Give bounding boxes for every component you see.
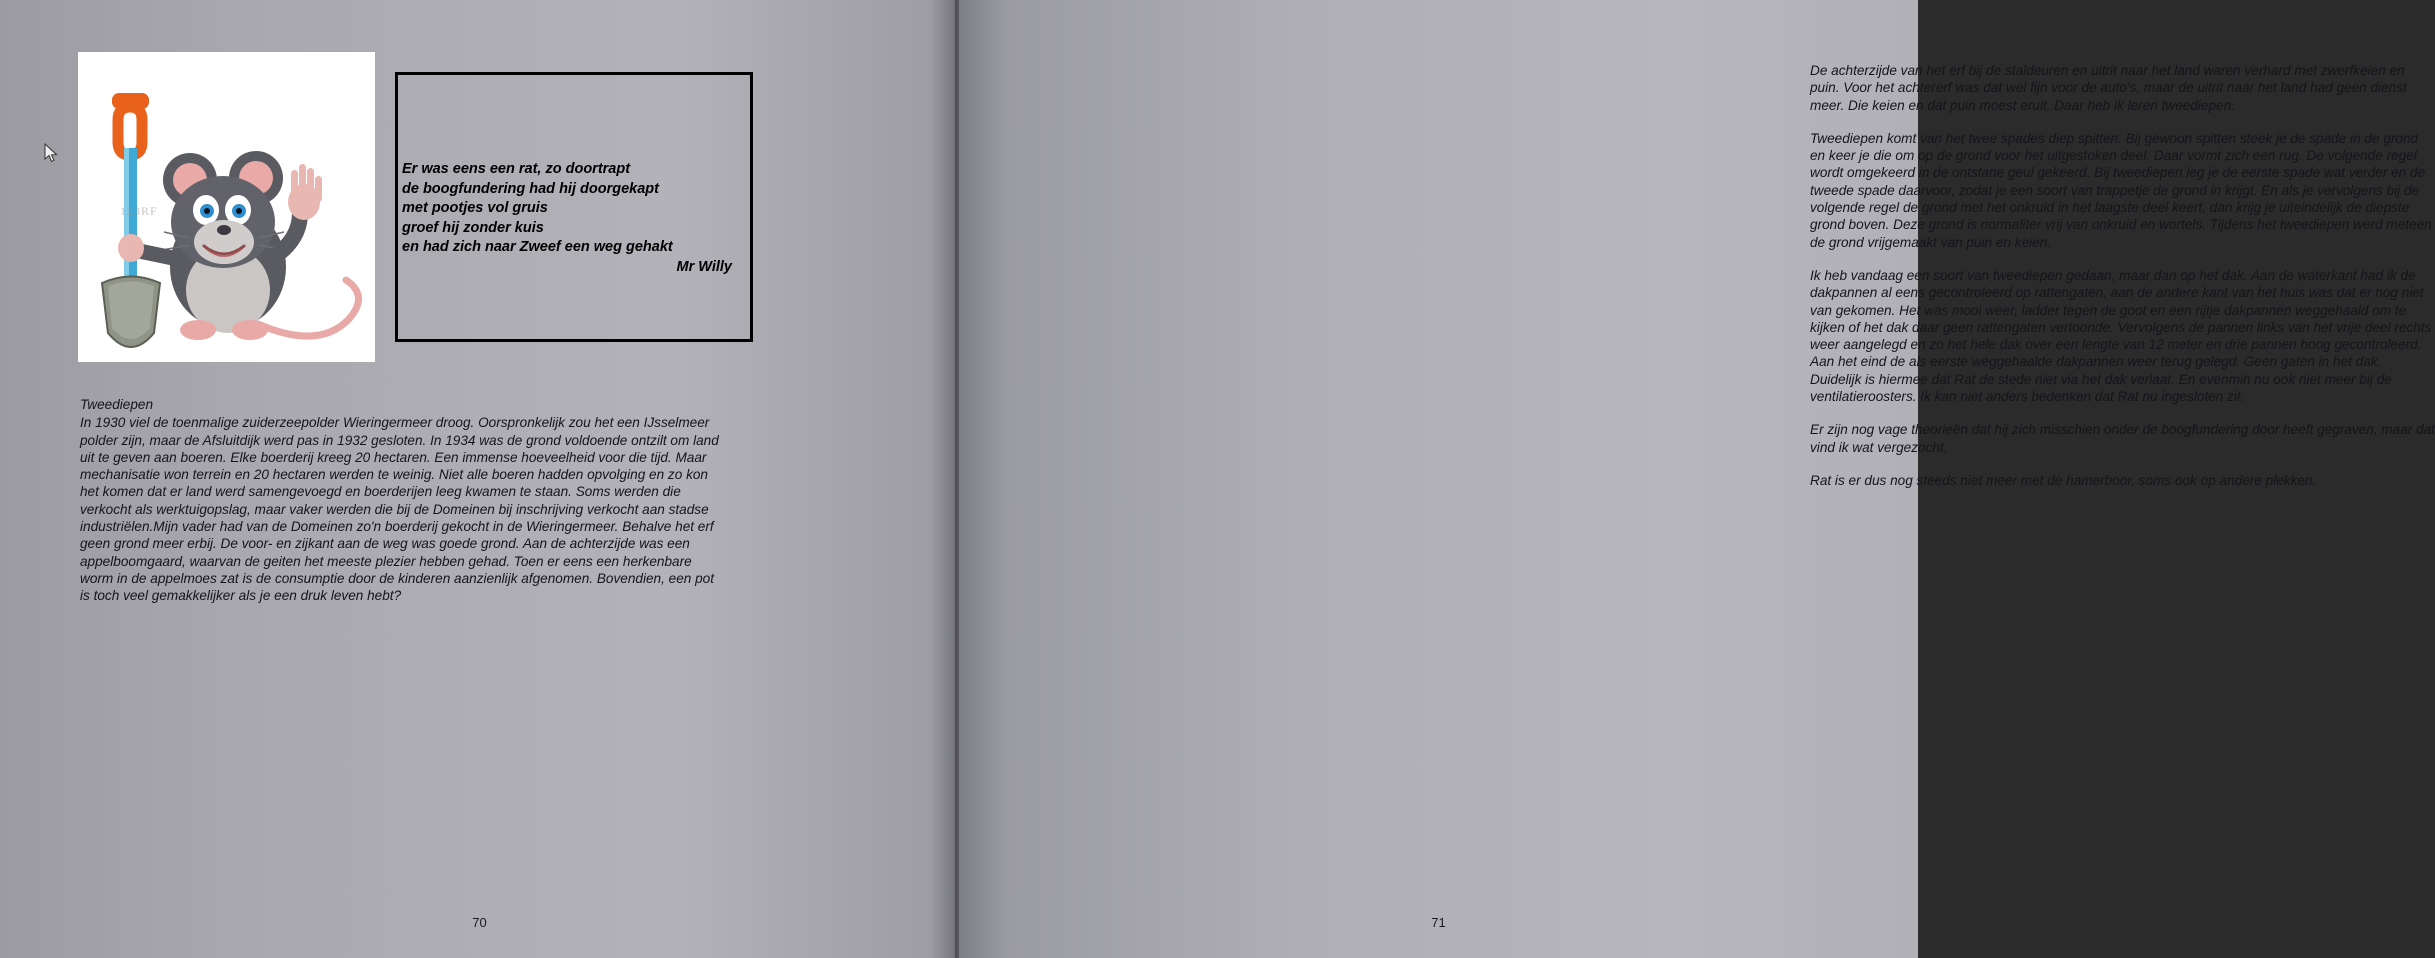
paragraph: De achterzijde van het erf bij de staldeuren en uitrit naar het land waren verhard met zwerfkeien en puin. Voor het achtererf was dat wel fijn voor de auto's, maar de uitrit naar het land had geen dienst meer. Die keien en dat puin moest eruit. Daar heb ik leren tweediepen. — [1810, 63, 2407, 113]
image-watermark: 123RF — [120, 204, 158, 218]
paragraph: Tweediepen komt van het twee spades diep spitten. Bij gewoon spitten steek je de spade in de grond en keer je die om op de grond voor het uitgestoken deel. Daar vormt zich een rug. De volgende regel wordt omgekeerd in de ontstane geul gekeerd. Bij tweediepen leg je de eerste spade wat verder en de tweede spade daarvoor, zodat je een soort van trappetje de grond in krijgt. En als je vervolgens bij de volgende regel de grond met het onkruid in het laagste deel keert, dan krijg je uiteindelijk de diepste grond boven. Deze grond is normaliter vrij van onkruid en wortels. Tijdens het tweediepen werd meteen de grond vrijgemaakt van puin en keien. — [1810, 130, 2432, 250]
poem-line: de boogfundering had hij doorgekapt — [402, 180, 659, 197]
poem-box — [395, 72, 753, 342]
right-page-body — [1810, 62, 2435, 489]
page-number-left: 70 — [472, 915, 487, 930]
paragraph: Er zijn nog vage theorieën dat hij zich misschien onder de boogfundering door heeft gegraven, maar dat vind ik wat vergezocht. — [1810, 422, 2435, 455]
page-number-right: 71 — [1431, 915, 1446, 930]
paragraph: Ik heb vandaag een soort van tweediepen gedaan, maar dan op het dak. Aan de waterkant had ik de dakpannen al eens gecontroleerd op rattengaten, aan de andere kant van het huis was dat er nog niet van gekomen. Het was mooi weer, ladder tegen de goot en een rijtje dakpannen weggehaald om te kijken of het dak daar geen rattengaten vertoonde. Vervolgens de pannen links van het vrije deel rechts weer aangelegd en zo het hele dak over een lengte van 12 meter en drie pannen hoog gecontroleerd. Aan het eind de als eerste weggehaalde dakpannen weer terug gelegd. Geen gaten in het dak. Duidelijk is hiermee dat Rat de stede niet via het dak verlaat. En evenmin nu ook niet meer bij de ventilatieroosters. Ik kan niet anders bedenken dat Rat nu ingesloten zit. — [1810, 267, 2432, 405]
paragraph: Rat is er dus nog steeds niet meer met de hamerboor, soms ook op andere plekken. — [1810, 472, 2317, 488]
poem-line: en had zich naar Zweef een weg gehakt — [402, 239, 673, 255]
mouse-cursor-icon — [45, 144, 59, 164]
poem-author: Mr Willy — [676, 258, 732, 275]
section-heading: Tweediepen — [80, 397, 154, 412]
poem-text — [398, 160, 750, 277]
page-right — [959, 0, 2435, 958]
rat-illustration — [78, 52, 375, 362]
poem-line: Er was eens een rat, zo doortrapt — [402, 161, 631, 177]
left-page-body — [80, 396, 720, 605]
paragraph: In 1930 viel de toenmalige zuiderzeepolder Wieringermeer droog. Oorspronkelijk zou het een IJsselmeer polder zijn, maar de Afsluitdijk werd pas in 1932 gesloten. In 1934 was de grond voldoende ontzilt om land uit te geven aan boeren. Elke boerderij kreeg 20 hectaren. Een immense hoeveelheid voor die tijd. Maar mechanisatie won terrein en 20 hectaren werden te weinig. Niet alle boeren hadden opvolging en zo kon het komen dat er land werd samengevoegd en boerderijen leeg kwamen te staan. Soms werden die verkocht als werktuigopslag, maar vaker werden die bij de Domeinen bij inschrijving verkocht aan stadse industriëlen.Mijn vader had van de Domeinen zo'n boerderij gekocht in de Wieringermeer. Behalve het erf geen grond meer erbij. De voor- en zijkant aan de weg was goede grond. Aan de achterzijde was een appelboomgaard, waarvan de geiten het meeste plezier hebben gehad. Toen er eens een herkenbare worm in de appelmoes zat is de consumptie door de kinderen aanzienlijk afgenomen. Bovendien, een pot is toch veel gemakkelijker als je een druk leven hebt? — [80, 415, 719, 604]
poem-line: met pootjes vol gruis — [402, 200, 548, 216]
poem-line: groef hij zonder kuis — [402, 219, 544, 236]
page-left — [0, 0, 959, 958]
